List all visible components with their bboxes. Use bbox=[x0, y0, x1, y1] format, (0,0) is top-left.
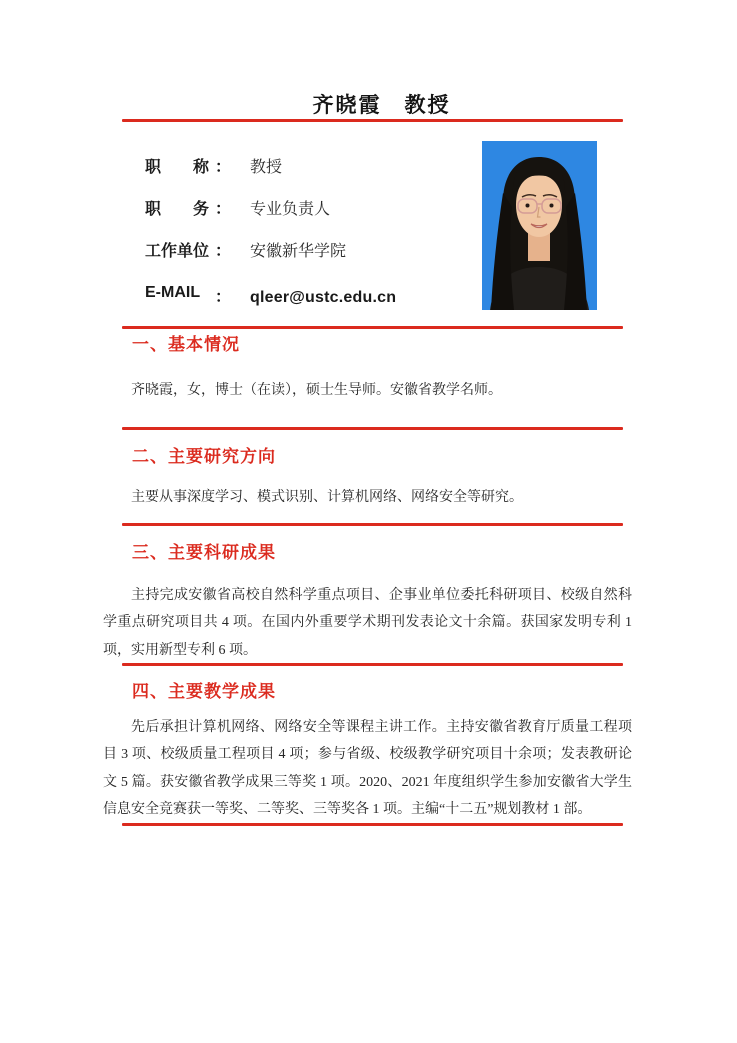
info-value: 专业负责人 bbox=[250, 201, 331, 218]
info-colon: ： bbox=[215, 289, 232, 306]
section-heading-research-directions: 二、主要研究方向 bbox=[132, 447, 276, 466]
section-divider bbox=[122, 663, 623, 666]
portrait-photo-graphic bbox=[482, 141, 597, 310]
section-heading-teaching-achievements: 四、主要教学成果 bbox=[132, 682, 276, 701]
info-colon: ： bbox=[215, 201, 232, 218]
info-row-email bbox=[145, 284, 396, 306]
section-divider bbox=[122, 326, 623, 329]
title-divider bbox=[122, 119, 623, 122]
section-paragraph-basic-info: 齐晓霞，女，博士（在读），硕士生导师。安徽省教学名师。 bbox=[131, 383, 502, 398]
info-value: 教授 bbox=[250, 159, 283, 176]
page-title: 齐晓霞 教授 bbox=[312, 93, 451, 117]
bottom-divider bbox=[122, 823, 623, 826]
info-row-position bbox=[145, 196, 330, 218]
info-label: 职称 bbox=[145, 159, 209, 176]
info-label: 工作单位 bbox=[145, 243, 210, 260]
profile-photo bbox=[482, 141, 597, 310]
section-divider bbox=[122, 427, 623, 430]
info-row-job-title bbox=[145, 154, 282, 176]
section-paragraph-research-achievements: 主持完成安徽省高校自然科学重点项目、企事业单位委托科研项目、校级自然科学重点研究项目共 4 项。在国内外重要学术期刊发表论文十余篇。获国家发明专利 1 项，实用新型专利 6 项。 bbox=[103, 588, 632, 658]
section-paragraph-teaching-achievements: 先后承担计算机网络、网络安全等课程主讲工作。主持安徽省教育厅质量工程项目 3 项、校级质量工程项目 4 项；参与省级、校级教学研究项目十余项；发表教研论文 5 篇。获安徽省教学成果三等奖 1 项。2020、2021 年度组织学生参加安徽省大学生信息安全竞赛获一等奖、二等奖、三等奖各 1 项。主编“十二五”规划教材 1 部。 bbox=[103, 720, 632, 818]
email-value: qleer@ustc.edu.cn bbox=[250, 289, 397, 306]
section-paragraph-research-directions: 主要从事深度学习、模式识别、计算机网络、网络安全等研究。 bbox=[131, 490, 523, 505]
section-divider bbox=[122, 523, 623, 526]
info-colon: ： bbox=[215, 243, 232, 260]
info-label: E-MAIL bbox=[145, 284, 201, 301]
section-heading-basic-info: 一、基本情况 bbox=[132, 335, 240, 354]
info-value: 安徽新华学院 bbox=[250, 243, 347, 260]
section-heading-research-achievements: 三、主要科研成果 bbox=[132, 543, 276, 562]
info-row-employer bbox=[145, 238, 346, 260]
info-label: 职务 bbox=[145, 201, 209, 218]
info-colon: ： bbox=[215, 159, 232, 176]
